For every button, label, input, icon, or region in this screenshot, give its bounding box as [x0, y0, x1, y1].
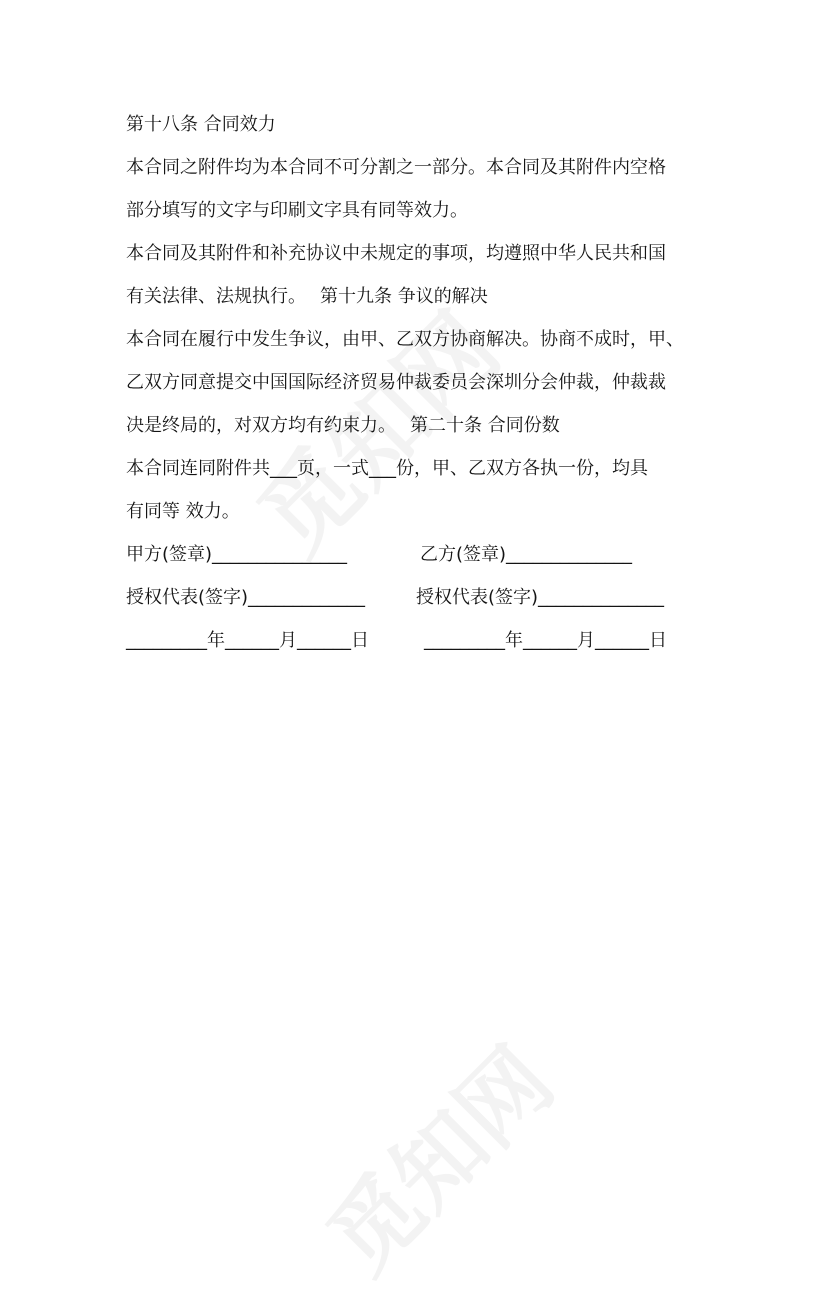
article-19-heading: 第十九条 争议的解决 — [320, 286, 488, 307]
article-19-text: 决是终局的，对双方均有约束力。 — [126, 415, 396, 436]
article-19-line-3 — [126, 409, 716, 443]
signature-seal-row — [126, 538, 716, 572]
signature-date-row — [126, 624, 716, 658]
article-20-line-2: 有同等 效力。 — [126, 501, 240, 522]
article-19-line-1: 本合同在履行中发生争议，由甲、乙双方协商解决。协商不成时，甲、 — [126, 329, 684, 350]
party-a-date-field[interactable]: _________年______月______日 — [126, 630, 369, 651]
article-18-paragraph-2-text: 有关法律、法规执行。 — [126, 286, 306, 307]
party-a-representative-field[interactable]: 授权代表(签字)_____________ — [126, 587, 366, 608]
article-18-heading: 第十八条 合同效力 — [126, 114, 276, 135]
article-18-paragraph-1-line-1: 本合同之附件均为本合同不可分割之一部分。本合同及其附件内空格 — [126, 157, 666, 178]
signature-representative-row — [126, 581, 716, 615]
article-18-paragraph-1-line-2: 部分填写的文字与印刷文字具有同等效力。 — [126, 200, 468, 221]
article-19-line-2: 乙双方同意提交中国国际经济贸易仲裁委员会深圳分会仲裁，仲裁裁 — [126, 372, 666, 393]
party-b-representative-field[interactable]: 授权代表(签字)______________ — [416, 587, 665, 608]
article-18-paragraph-2-line-2 — [126, 280, 716, 314]
party-b-seal-field[interactable]: 乙方(签章)______________ — [420, 544, 633, 565]
party-a-seal-field[interactable]: 甲方(签章)_______________ — [126, 544, 348, 565]
article-20-heading: 第二十条 合同份数 — [410, 415, 560, 436]
article-20-line-1: 本合同连同附件共___页，一式___份，甲、乙双方各执一份，均具 — [126, 458, 648, 479]
watermark — [294, 1014, 577, 1296]
document-body — [126, 108, 716, 667]
party-b-date-field[interactable]: _________年______月______日 — [424, 630, 667, 651]
article-18-paragraph-2-line-1: 本合同及其附件和补充协议中未规定的事项，均遵照中华人民共和国 — [126, 243, 666, 264]
